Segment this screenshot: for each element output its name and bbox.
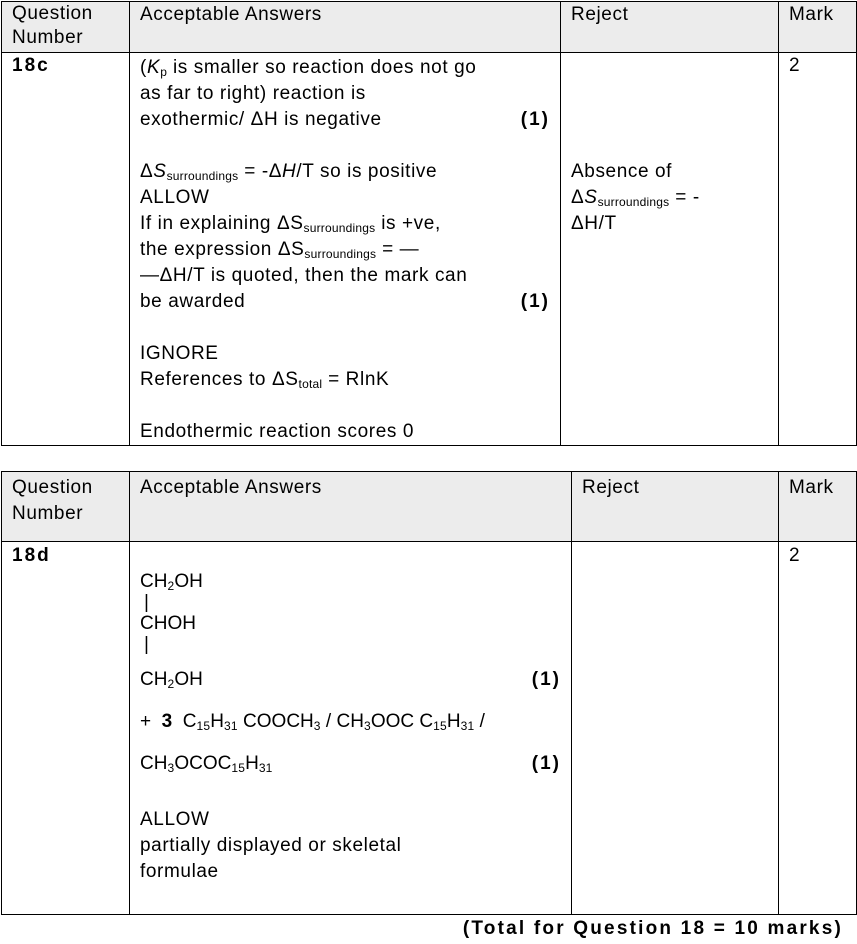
answer-line-8: be awarded (1) — [140, 289, 550, 315]
reject-cell — [572, 542, 779, 915]
reject-line-3: ΔH/T — [571, 213, 617, 234]
ignore-line: References to $\Delta S_{total} = RlnK$ — [140, 369, 390, 391]
answer-line-3: exothermic/ ΔH is negative (1) — [140, 107, 550, 133]
header-mark: Mark — [779, 472, 857, 542]
mark-point-1: (1) — [520, 109, 550, 130]
question-total: (Total for Question 18 = 10 marks) — [462, 918, 843, 939]
mark-scheme-table-18c — [1, 1, 857, 446]
answer-line-6: the expression $\Delta S_{surroundings}$ = — — [140, 239, 420, 261]
bond-line-1: | — [144, 592, 150, 613]
header-question-number: Question Number — [2, 2, 130, 53]
mark-point-2: (1) — [520, 291, 550, 312]
mark-point-2: (1) — [531, 753, 561, 774]
header-question-number: Question Number — [2, 472, 130, 542]
answer-row — [2, 542, 857, 915]
reject-line-1: Absence of — [571, 161, 673, 182]
bond-line-2: | — [144, 634, 150, 655]
answer-line-7: —ΔH/T is quoted, then the mark can — [140, 265, 468, 286]
glycerol-carbon-3: $CH_2OH$ (1) — [140, 669, 561, 691]
answer-line-2: as far to right) reaction is — [140, 83, 366, 104]
ignore-label: IGNORE — [140, 343, 219, 364]
mark-cell: 2 — [779, 53, 857, 446]
allow-line-2: formulae — [140, 861, 219, 882]
header-row — [2, 472, 857, 542]
header-mark: Mark — [779, 2, 857, 53]
mark-point-1: (1) — [531, 669, 561, 690]
allow-label: ALLOW — [140, 809, 210, 830]
acceptable-answers-cell — [130, 53, 561, 446]
acceptable-answers-cell — [130, 542, 572, 915]
header-acceptable-answers: Acceptable Answers — [130, 472, 572, 542]
endothermic-line: Endothermic reaction scores 0 — [140, 421, 415, 442]
allow-label: ALLOW — [140, 187, 210, 208]
glycerol-carbon-1: $CH_2OH$ — [140, 571, 203, 593]
question-number: 18c — [2, 53, 130, 446]
reject-line-2: $\Delta S_{surroundings}$ = - — [571, 187, 700, 209]
allow-line-1: partially displayed or skeletal — [140, 835, 402, 856]
answer-line-4: $\Delta S_{surroundings} = -\Delta H/T$ so is positive — [140, 161, 438, 183]
answer-row — [2, 53, 857, 446]
mark-cell: 2 — [779, 542, 857, 915]
header-acceptable-answers: Acceptable Answers — [130, 2, 561, 53]
glycerol-carbon-2: CHOH — [140, 613, 196, 634]
mark-scheme-table-18d — [1, 471, 857, 915]
ester-formula-alt: $CH_3OCOC_{15}H_{31}$ (1) — [140, 753, 561, 775]
question-number: 18d — [2, 542, 130, 915]
answer-line-1: ($K_p$ is smaller so reaction does not go — [140, 57, 477, 79]
header-reject: Reject — [572, 472, 779, 542]
header-reject: Reject — [561, 2, 779, 53]
reject-cell — [561, 53, 779, 446]
ester-formula-line: + 3 $C_{15}H_{31}$ $COOCH_3 / CH_3OOC$ $C_{15}H_{31}$ / — [140, 711, 485, 733]
header-row — [2, 2, 857, 53]
answer-line-5: If in explaining $\Delta S_{surroundings}$ is +ve, — [140, 213, 441, 235]
